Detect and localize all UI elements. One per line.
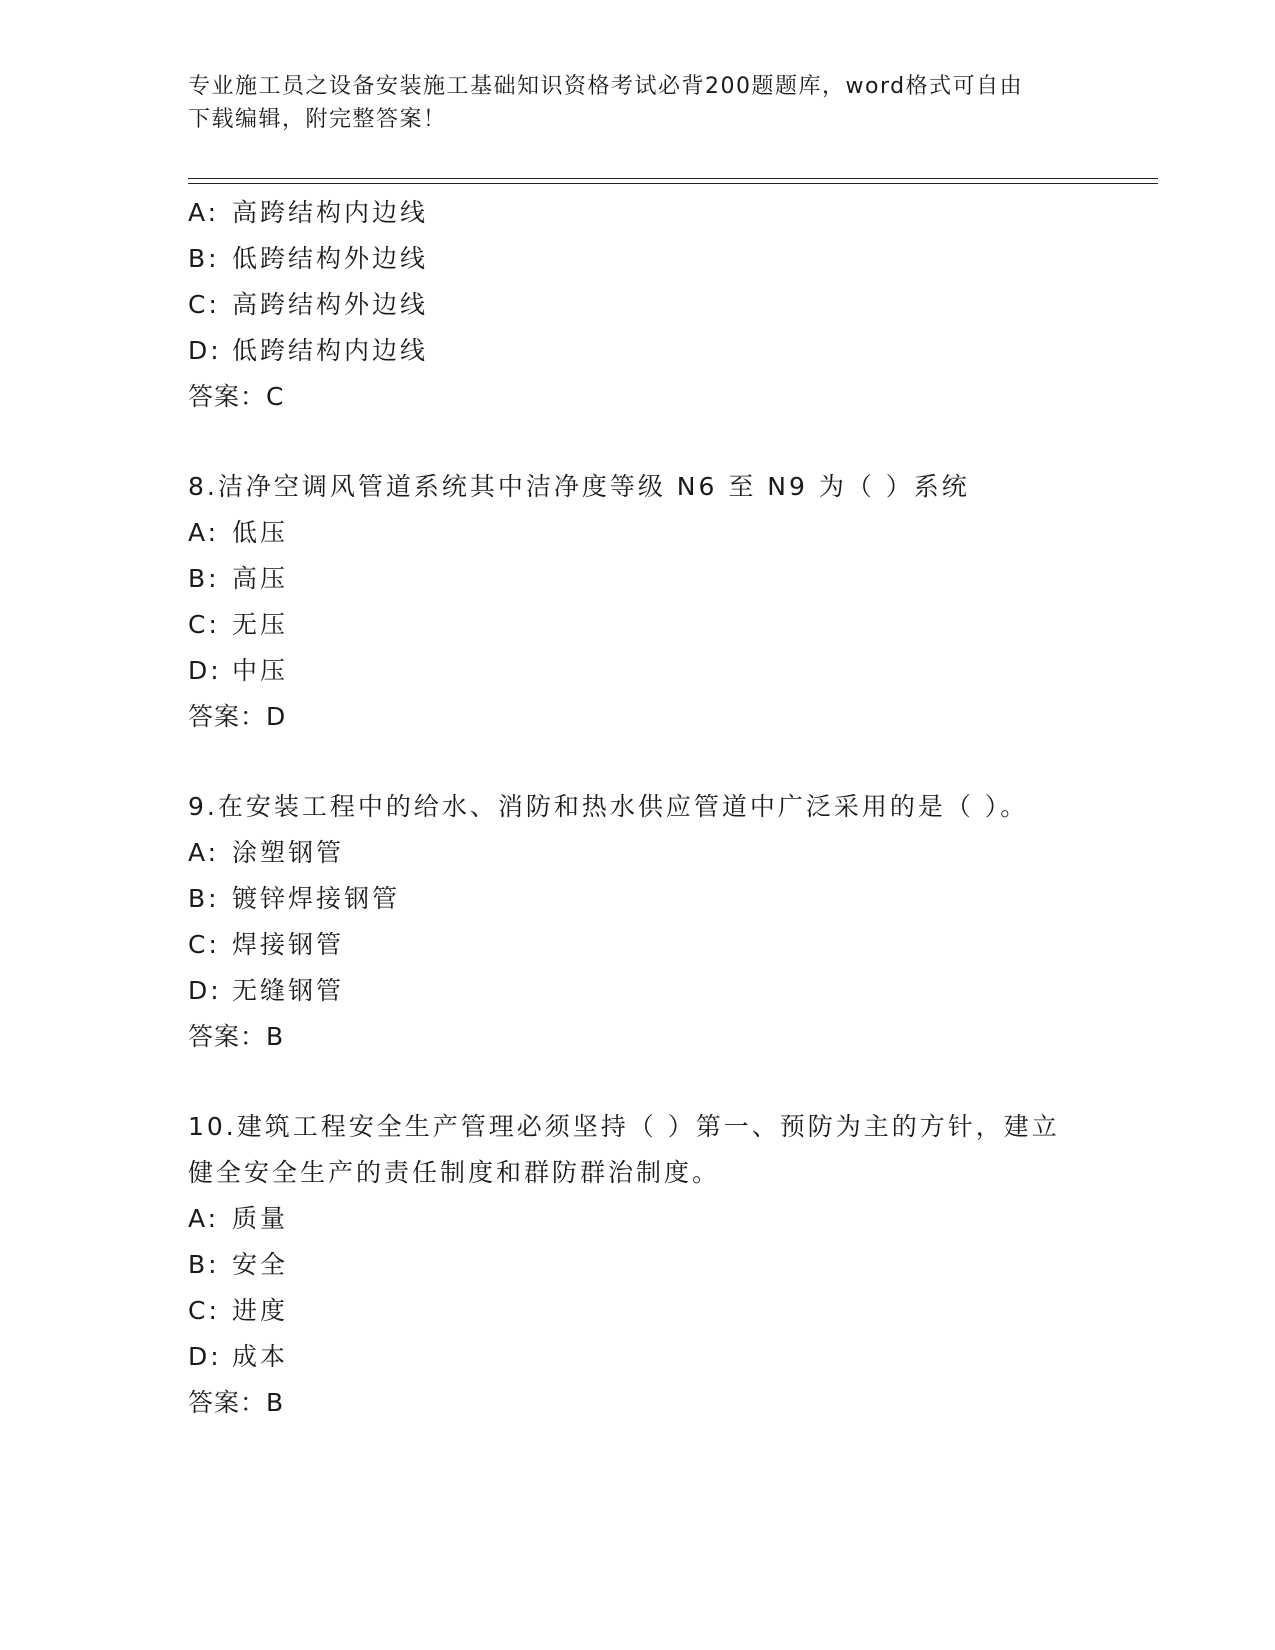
option-a: A: 涂塑钢管: [188, 838, 345, 867]
answer-line: 答案：D: [188, 702, 287, 731]
option-c: C: 无压: [188, 610, 289, 639]
option-c: C: 高跨结构外边线: [188, 290, 429, 319]
option-d: D: 低跨结构内边线: [188, 336, 429, 365]
option-b: B: 镀锌焊接钢管: [188, 884, 401, 913]
option-b: B: 低跨结构外边线: [188, 244, 429, 273]
header-divider-top: [188, 178, 1158, 179]
question-text: 10.建筑工程安全生产管理必须坚持（ ）第一、预防为主的方针，建立健全安全生产的责任制度和群防群治制度。: [188, 1112, 1060, 1187]
header-divider-bottom: [188, 183, 1158, 184]
option-a: A: 高跨结构内边线: [188, 198, 429, 227]
question-list: [188, 190, 1088, 1426]
answer-line: 答案：B: [188, 1388, 285, 1417]
question-text: 8.洁净空调风管道系统其中洁净度等级 N6 至 N9 为（ ）系统: [188, 472, 970, 501]
option-d: D: 无缝钢管: [188, 976, 345, 1005]
header-line-1: 专业施工员之设备安装施工基础知识资格考试必背200题题库，word格式可自由: [188, 74, 1024, 99]
option-b: B: 高压: [188, 564, 289, 593]
answer-line: 答案：C: [188, 382, 285, 411]
option-a: A: 质量: [188, 1204, 289, 1233]
question-text: 9.在安装工程中的给水、消防和热水供应管道中广泛采用的是（ ）。: [188, 792, 1029, 821]
question-block-8: [188, 464, 1088, 740]
option-c: C: 焊接钢管: [188, 930, 345, 959]
answer-line: 答案：B: [188, 1022, 285, 1051]
question-block-7: [188, 190, 1088, 420]
question-block-9: [188, 784, 1088, 1060]
question-block-10: [188, 1104, 1088, 1426]
option-d: D: 成本: [188, 1342, 289, 1371]
option-a: A: 低压: [188, 518, 289, 547]
option-d: D: 中压: [188, 656, 289, 685]
document-header: [188, 70, 1088, 136]
option-c: C: 进度: [188, 1296, 289, 1325]
option-b: B: 安全: [188, 1250, 289, 1279]
header-line-2: 下载编辑，附完整答案！: [188, 107, 447, 132]
